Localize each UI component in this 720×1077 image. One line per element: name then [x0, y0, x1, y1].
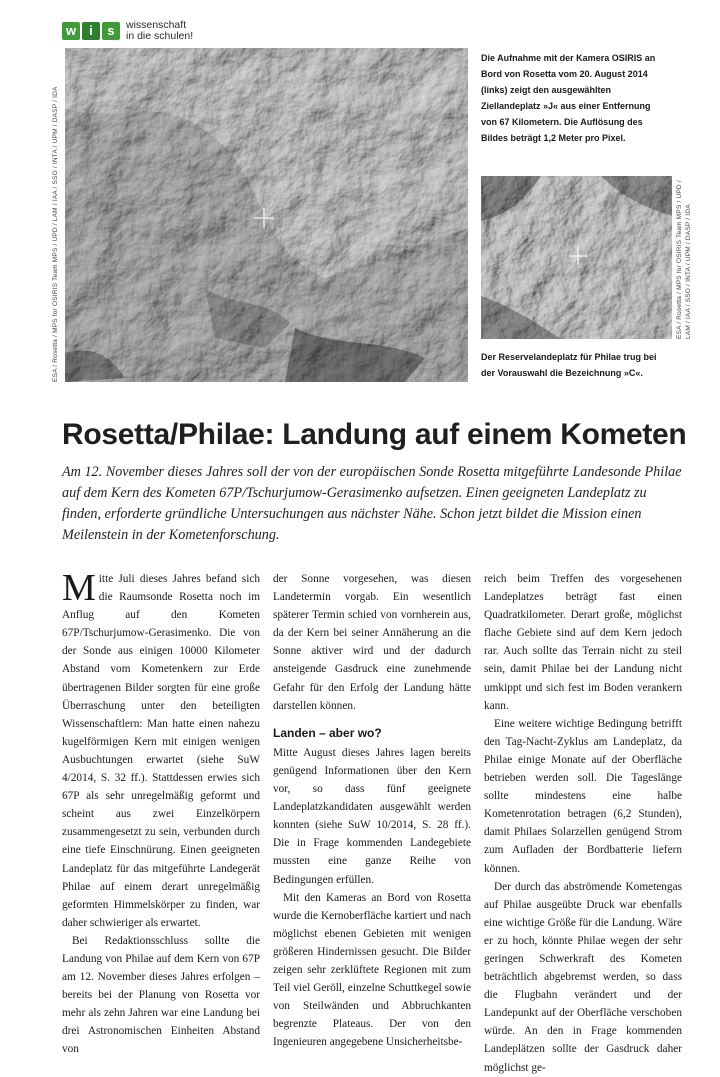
paragraph: Mitte August dieses Jahres lagen bereits genügend Informationen über den Kern vor, so dass fünf geeignete Landeplatzkandidaten ausgewählt werden konnten (siehe SuW 10/2014, S. 28 ff.). Die in Frage kommenden Landegebiete mussten eine ganze Reihe von Bedingungen erfüllen.	[273, 746, 471, 886]
article-column-1	[62, 567, 260, 1059]
comet-photo-main	[65, 48, 468, 382]
paragraph-text: itte Juli dieses Jahres befand sich die Raumsonde Rosetta noch im Anflug auf den Kometen 67P/Tschurjumow-Gerasimenko. Die von der Sonde aus einigen 10000 Kilometer Abstand vom Kometenkern zur Erde übertragenen Bilder sorgten für eine große Überraschung unter den beteiligten Wissenschaftlern: Man hatte einen nahezu kugelförmigen Kern mit einigen wenigen Ausbuchtungen erwartet (siehe SuW 4/2014, S. 32 ff.). Stattdessen erwies sich 67P als sehr unregelmäßig geformt und scheint aus zwei Einzelkörpern zusammengesetzt zu sein, verbunden durch eine tiefe Einschnürung. Einen geeigneten Landeplatz für das mitgeführte Landegerät Philae auf einem derart unregelmäßig geformten Himmelskörper zu finden, war daher schwieriger als erwartet.	[62, 573, 260, 929]
paragraph: reich beim Treffen des vorgesehenen Landeplatzes beträgt fast einen Quadratkilometer. Derart große, möglichst flache Gebiete sind auf dem Kern jedoch rar. Auch sollte das Terrain nicht zu steil sein, damit Philae bei der Landung nicht umkippt und sich fest im Boden verankern kann.	[484, 573, 682, 712]
logo-tiles	[62, 22, 120, 40]
paragraph: Mit den Kameras an Bord von Rosetta wurde die Kernoberfläche kartiert und nach möglichst ebenen Gebieten mit wenigen größeren Hindernissen gesucht. Die Bilder zeigen sehr zerklüftete Regionen mit zum Teil viel Geröll, einzelne Schuttkegel sowie von Steilwänden und Abbruchkanten begrenzte Plateaus. Der von den Ingenieuren angegebene Unsicherheitsbe-	[273, 891, 471, 1049]
article-lead: Am 12. November dieses Jahres soll der von der europäischen Sonde Rosetta mitgeführte Landesonde Philae auf dem Kern des Kometen 67P/Tschurjumow-Gerasimenko aufsetzen. Einen geeigneten Landeplatz zu finden, erforderte gründliche Untersuchungen aus nächster Nähe. Schon jetzt bildet die Mission einen Meilenstein in der Kometenforschung.	[62, 464, 682, 543]
logo-letter-w: w	[62, 22, 80, 40]
paragraph	[62, 567, 260, 932]
reserve-site-image	[481, 176, 672, 339]
section-heading: Landen – aber wo?	[273, 725, 382, 740]
article-title: Rosetta/Philae: Landung auf einem Kometen	[62, 418, 687, 451]
caption-reserve-site-c: Der Reservelandeplatz für Philae trug bei der Vorauswahl die Bezeichnung »C«.	[481, 352, 657, 378]
paragraph: Bei Redaktionsschluss sollte die Landung von Philae auf dem Kern von 67P am 12. November dieses Jahres erfolgen – bereits bei der Planung von Rosetta vor mehr als zehn Jahren war eine Landung bei drei Astronomischen Einheiten Abstand von	[62, 934, 260, 1056]
photo-credit-reserve-2: LAM / IAA / SSO / INTA / UPM / DASP / IDA	[685, 204, 692, 339]
article-column-2	[273, 570, 471, 1051]
paragraph: Der durch das abströmende Kometengas auf Philae ausgeübte Druck war ebenfalls eine wichtige Größe für die Landung. Wäre er zu hoch, könnte Philae wegen der sehr geringen Schwerkraft des Kometen beträchtlich abgebremst werden, so dass die Flugbahn verändert und der Landepunkt auf der Oberfläche verschoben würde. An den in Frage kommenden Landeplätzen sollte der Gasdruck daher möglichst ge-	[484, 880, 682, 1074]
photo-credit-main: ESA / Rosetta / MPS for OSIRIS Team MPS / UPD / LAM / IAA / SSO / INTA / UPM / DASP / IDA	[52, 86, 59, 382]
comet-surface-image	[65, 48, 468, 382]
photo-credit-reserve-1: ESA / Rosetta / MPS for OSIRIS Team MPS / UPD /	[676, 180, 683, 339]
drop-cap: M	[62, 567, 96, 609]
article-column-3	[484, 570, 682, 1077]
logo-letter-i: i	[82, 22, 100, 40]
logo-letter-s: s	[102, 22, 120, 40]
caption-landing-site-j: Die Aufnahme mit der Kamera OSIRIS an Bord von Rosetta vom 20. August 2014 (links) zeigt den ausgewählten Ziellandeplatz »J« aus einer Entfernung von 67 Kilometern. Die Auflösung des Bildes beträgt 1,2 Meter pro Pixel.	[481, 53, 656, 143]
paragraph: der Sonne vorgesehen, was diesen Landetermin vorgab. Ein wesentlich späterer Termin schied von vornherein aus, da der Kern bei seiner Annäherung an die Sonne aktiver wird und der dadurch ansteigende Gasdruck eine zunehmende Gefahr für den Erfolg der Landung hätte darstellen können.	[273, 573, 471, 712]
comet-photo-reserve	[481, 176, 672, 339]
logo-line-1: wissenschaft	[126, 19, 187, 31]
logo-line-2: in die schulen!	[126, 30, 194, 42]
paragraph: Eine weitere wichtige Bedingung betrifft den Tag-Nacht-Zyklus am Landeplatz, da Philae einige Monate auf der Oberfläche betrieben werden soll. Die Tageslänge sollte mindestens eine halbe Kometenrotation betragen (6,2 Stunden), damit Philaes Solarzellen genügend Strom zum Aufladen der Bordbatterie liefern können.	[484, 717, 682, 875]
logo-text	[126, 20, 193, 42]
wis-logo	[62, 20, 193, 42]
